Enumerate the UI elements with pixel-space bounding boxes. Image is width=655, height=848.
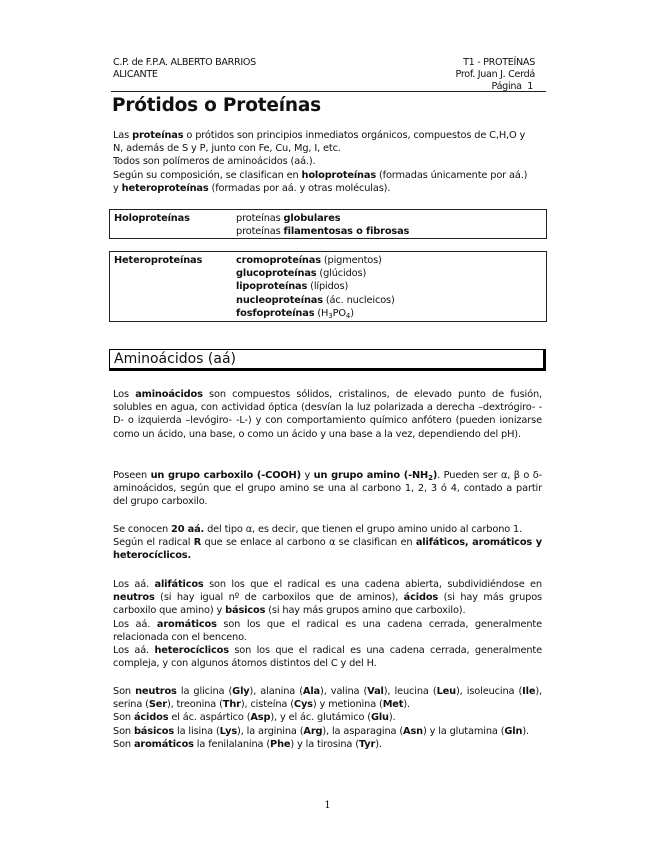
unit-title: T1 - PROTEÍNAS bbox=[463, 57, 535, 68]
footer-page-number: 1 bbox=[324, 800, 331, 811]
school-name: C.P. de F.P.A. ALBERTO BARRIOS bbox=[113, 57, 256, 68]
intro-paragraph: Las proteínas o prótidos son principios inmediatos orgánicos, compuestos de C,H,O y N, además de S y P, junto con Fe, Cu, Mg, I, etc. Todos son polímeros de aminoácidos (aá.). Según su composición, se clasifican en holoproteínas (formadas únicamente por aá.) y heteroproteínas (formadas por aá. y otras moléculas). bbox=[113, 130, 528, 194]
basic-aminoacids: Son básicos la lisina (Lys), la arginina (Arg), la asparagina (Asn) y la glutamina (Gln). bbox=[113, 725, 529, 737]
hetero-row: cromoproteínas (pigmentos) bbox=[236, 255, 382, 266]
paragraph-classification: Se conocen 20 aá. del tipo α, es decir, que tienen el grupo amino unido al carbono 1. Según el radical R que se enlace al carbono α se clasifican en alifáticos, aromáticos y heterocíclicos. bbox=[113, 524, 542, 562]
hetero-row: fosfoproteínas $(H_3PO_4)$ bbox=[236, 307, 354, 320]
paragraph-functional-groups: Poseen un grupo carboxilo (-COOH) y un grupo amino $(-NH_2)$. Pueden ser α, β o δ-aminoácidos, según que el grupo amino se una al carbono 1, 2, 3 ó 4, contado a partir del grupo carboxilo. bbox=[113, 470, 543, 508]
hetero-row: glucoproteínas (glúcidos) bbox=[236, 268, 367, 280]
header-divider bbox=[111, 91, 546, 92]
paragraph-aminoacids-properties: Los aminoácidos son compuestos sólidos, cristalinos, de elevado punto de fusión, solubles en agua, con actividad óptica (desvían la luz polarizada a derecha –dextrógiro- -D- o izquierda –levógiro- -L-) y con comportamiento químico anfótero (pueden ionizarse como un ácido, una base, o como un ácido y una base a la vez, dependiendo del pH). bbox=[113, 389, 542, 440]
paragraph-types: Los aá. alifáticos son los que el radical es una cadena abierta, subdividiéndose en neutros (si hay igual nº de carboxilos que de aminos), ácidos (si hay más grupos carboxilo que amino) y básicos (si hay más grupos amino que carboxilo). Los aá. aromáticos son los que el radical es una cadena cerrada, generalmente relacionada con el benceno. Los aá. heterocíclicos son los que el radical es una cadena cerrada, generalmente compleja, y con algunos átomos distintos del C y del H. bbox=[113, 579, 542, 670]
heteroproteins-types bbox=[236, 254, 395, 320]
header-left bbox=[113, 57, 256, 81]
holoproteins-types: proteínas globulares proteínas filamentosas o fibrosas bbox=[236, 213, 410, 238]
hetero-row: lipoproteínas (lípidos) bbox=[236, 281, 349, 293]
paragraph-aminoacid-list bbox=[113, 685, 542, 751]
teacher-name: Prof. Juan J. Cerdá bbox=[455, 69, 535, 80]
school-city: ALICANTE bbox=[113, 69, 158, 80]
holoproteins-table bbox=[109, 209, 547, 239]
heteroproteins-label: Heteroproteínas bbox=[114, 255, 203, 266]
heteroproteins-table bbox=[109, 251, 547, 322]
page-title: Prótidos o Proteínas bbox=[112, 95, 321, 116]
section-heading-aminoacids bbox=[109, 349, 546, 371]
neutral-aminoacids: Son neutros la glicina (Gly), alanina (Ala), valina (Val), leucina (Leu), isoleucina (Ile), serina (Ser), treonina (Thr), cisteína (Cys) y metionina (Met). bbox=[113, 686, 543, 711]
header-page-number: 1 bbox=[527, 81, 533, 92]
holoproteins-label: Holoproteínas bbox=[114, 213, 190, 224]
page-indicator: Página 1 bbox=[491, 81, 533, 92]
acidic-aminoacids: Son ácidos el ác. aspártico (Asp), y el ác. glutámico (Glu). bbox=[113, 712, 396, 724]
section-title: Aminoácidos (aá) bbox=[114, 351, 236, 367]
aromatic-aminoacids: Son aromáticos la fenilalanina (Phe) y la tirosina (Tyr). bbox=[113, 738, 382, 750]
hetero-row: nucleoproteínas (ác. nucleicos) bbox=[236, 294, 395, 306]
header-right bbox=[456, 57, 536, 93]
